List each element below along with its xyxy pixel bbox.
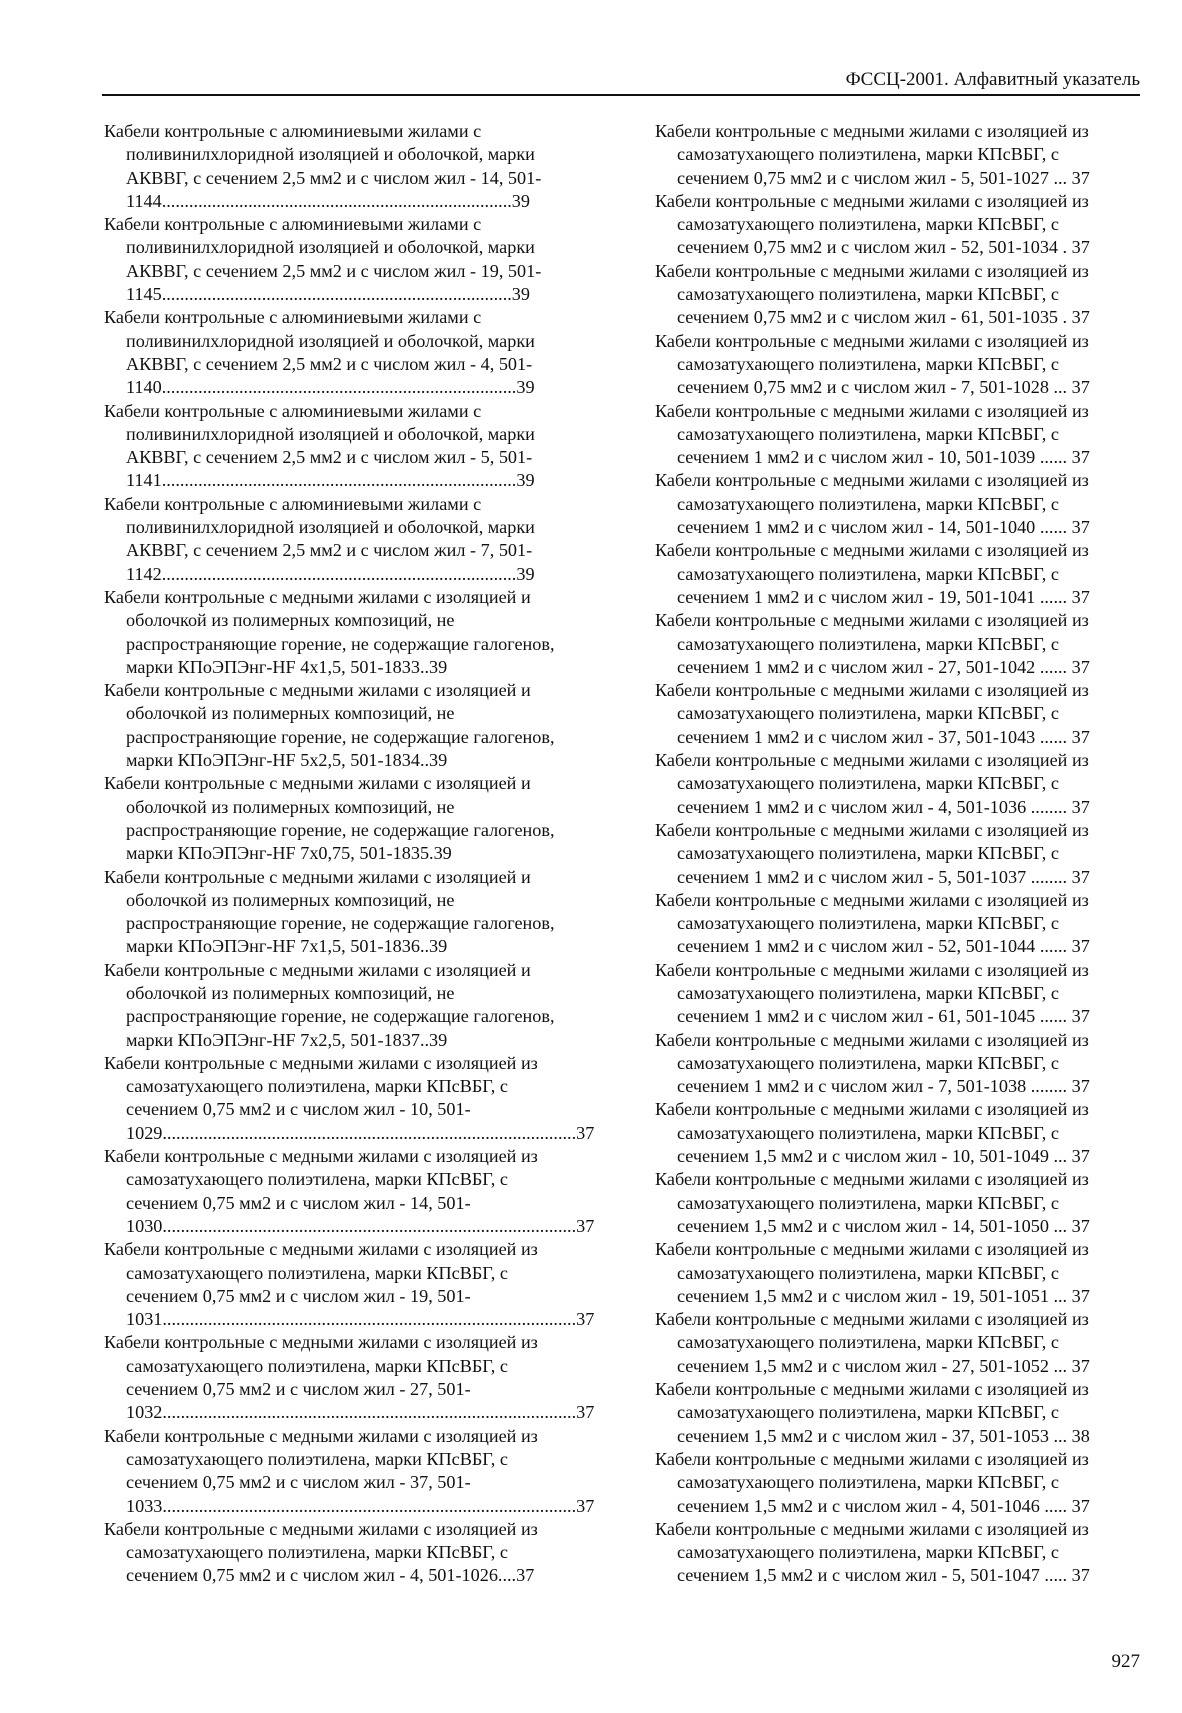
index-entry: Кабели контрольные с медными жилами с изоляцией из самозатухающего полиэтилена, марки КПсВБГ, с сечением 1,5 мм2 и с числом жил - 5, 501-1047 ..... 37 (655, 1518, 1090, 1586)
index-entry: Кабели контрольные с медными жилами с изоляцией из самозатухающего полиэтилена, марки КПсВБГ, с сечением 1 мм2 и с числом жил - 52, 501-1044 ...... 37 (655, 889, 1090, 957)
index-entry: Кабели контрольные с медными жилами с изоляцией из самозатухающего полиэтилена, марки КПсВБГ, с сечением 1,5 мм2 и с числом жил - 10, 501-1049 ... 37 (655, 1099, 1090, 1167)
index-entry: Кабели контрольные с медными жилами с изоляцией из самозатухающего полиэтилена, марки КПсВБГ, с сечением 0,75 мм2 и с числом жил - 7, 501-1028 ... 37 (655, 330, 1090, 398)
index-entry: Кабели контрольные с медными жилами с изоляцией из самозатухающего полиэтилена, марки КПсВБГ, с сечением 0,75 мм2 и с числом жил - 52, 501-1034 . 37 (655, 190, 1090, 258)
index-entry: Кабели контрольные с медными жилами с изоляцией из самозатухающего полиэтилена, марки КПсВБГ, с сечением 1,5 мм2 и с числом жил - 14, 501-1050 ... 37 (655, 1169, 1090, 1236)
index-entry: Кабели контрольные с медными жилами с изоляцией и оболочкой из полимерных композиций, не распространяющие горение, не содержащие галогенов, марки КПоЭПЭнг-HF 4x1,5, 501-1833..39 (104, 586, 555, 677)
index-entry: Кабели контрольные с медными жилами с изоляцией из самозатухающего полиэтилена, марки КПсВБГ, с сечением 1 мм2 и с числом жил - 61, 501-1045 ...... 37 (655, 959, 1090, 1027)
index-entry: Кабели контрольные с медными жилами с изоляцией из самозатухающего полиэтилена, марки КПсВБГ, с сечением 1 мм2 и с числом жил - 7, 501-1038 ........ 37 (655, 1029, 1090, 1097)
index-entry: Кабели контрольные с медными жилами с изоляцией из самозатухающего полиэтилена, марки КПсВБГ, с сечением 0,75 мм2 и с числом жил - 27, 501-1032...........................................................................................37 (104, 1332, 595, 1423)
index-entry: Кабели контрольные с медными жилами с изоляцией из самозатухающего полиэтилена, марки КПсВБГ, с сечением 0,75 мм2 и с числом жил - 4, 501-1026....37 (104, 1518, 538, 1586)
index-entry: Кабели контрольные с медными жилами с изоляцией из самозатухающего полиэтилена, марки КПсВБГ, с сечением 0,75 мм2 и с числом жил - 14, 501-1030...........................................................................................37 (104, 1146, 595, 1236)
index-entry: Кабели контрольные с медными жилами с изоляцией из самозатухающего полиэтилена, марки КПсВБГ, с сечением 1 мм2 и с числом жил - 4, 501-1036 ........ 37 (655, 750, 1090, 817)
index-entry: Кабели контрольные с алюминиевыми жилами с поливинилхлоридной изоляцией и оболочкой, марки АКВВГ, с сечением 2,5 мм2 и с числом жил - 4, 501-1140..............................................................................39 (104, 307, 535, 398)
index-entry: Кабели контрольные с медными жилами с изоляцией из самозатухающего полиэтилена, марки КПсВБГ, с сечением 1 мм2 и с числом жил - 27, 501-1042 ...... 37 (655, 610, 1090, 677)
page-header (102, 66, 1140, 96)
index-entry: Кабели контрольные с алюминиевыми жилами с поливинилхлоридной изоляцией и оболочкой, марки АКВВГ, с сечением 2,5 мм2 и с числом жил - 5, 501-1141..............................................................................39 (104, 400, 535, 491)
index-entry: Кабели контрольные с медными жилами с изоляцией из самозатухающего полиэтилена, марки КПсВБГ, с сечением 0,75 мм2 и с числом жил - 10, 501-1029...........................................................................................37 (104, 1052, 595, 1143)
index-entry: Кабели контрольные с алюминиевыми жилами с поливинилхлоридной изоляцией и оболочкой, марки АКВВГ, с сечением 2,5 мм2 и с числом жил - 7, 501-1142..............................................................................39 (104, 493, 535, 584)
index-entry: Кабели контрольные с медными жилами с изоляцией и оболочкой из полимерных композиций, не распространяющие горение, не содержащие галогенов, марки КПоЭПЭнг-HF 7x1,5, 501-1836..39 (104, 866, 555, 957)
index-entry: Кабели контрольные с медными жилами с изоляцией из самозатухающего полиэтилена, марки КПсВБГ, с сечением 0,75 мм2 и с числом жил - 5, 501-1027 ... 37 (655, 121, 1090, 188)
page-title: ФССЦ-2001. Алфавитный указатель (845, 69, 1140, 90)
index-entry: Кабели контрольные с медными жилами с изоляцией из самозатухающего полиэтилена, марки КПсВБГ, с сечением 0,75 мм2 и с числом жил - 19, 501-1031...........................................................................................37 (104, 1239, 595, 1330)
index-entry: Кабели контрольные с медными жилами с изоляцией из самозатухающего полиэтилена, марки КПсВБГ, с сечением 0,75 мм2 и с числом жил - 37, 501-1033...........................................................................................37 (104, 1425, 595, 1516)
index-entry: Кабели контрольные с медными жилами с изоляцией из самозатухающего полиэтилена, марки КПсВБГ, с сечением 0,75 мм2 и с числом жил - 61, 501-1035 . 37 (655, 260, 1090, 328)
index-column-right (655, 120, 1125, 1588)
index-entry: Кабели контрольные с медными жилами с изоляцией из самозатухающего полиэтилена, марки КПсВБГ, с сечением 1,5 мм2 и с числом жил - 37, 501-1053 ... 38 (655, 1379, 1090, 1446)
index-entry: Кабели контрольные с алюминиевыми жилами с поливинилхлоридной изоляцией и оболочкой, марки АКВВГ, с сечением 2,5 мм2 и с числом жил - 14, 501-1144.............................................................................39 (104, 121, 542, 211)
index-entry: Кабели контрольные с медными жилами с изоляцией и оболочкой из полимерных композиций, не распространяющие горение, не содержащие галогенов, марки КПоЭПЭнг-HF 7x2,5, 501-1837..39 (104, 959, 555, 1050)
page-number: 927 (1111, 1651, 1140, 1672)
index-entry: Кабели контрольные с медными жилами с изоляцией и оболочкой из полимерных композиций, не распространяющие горение, не содержащие галогенов, марки КПоЭПЭнг-HF 7x0,75, 501-1835.39 (104, 773, 555, 864)
index-entry: Кабели контрольные с медными жилами с изоляцией из самозатухающего полиэтилена, марки КПсВБГ, с сечением 1 мм2 и с числом жил - 19, 501-1041 ...... 37 (655, 540, 1090, 607)
index-entry: Кабели контрольные с медными жилами с изоляцией из самозатухающего полиэтилена, марки КПсВБГ, с сечением 1,5 мм2 и с числом жил - 4, 501-1046 ..... 37 (655, 1448, 1090, 1516)
index-entry: Кабели контрольные с медными жилами с изоляцией из самозатухающего полиэтилена, марки КПсВБГ, с сечением 1,5 мм2 и с числом жил - 19, 501-1051 ... 37 (655, 1239, 1090, 1306)
index-entry: Кабели контрольные с алюминиевыми жилами с поливинилхлоридной изоляцией и оболочкой, марки АКВВГ, с сечением 2,5 мм2 и с числом жил - 19, 501-1145.............................................................................39 (104, 214, 542, 305)
index-entry: Кабели контрольные с медными жилами с изоляцией из самозатухающего полиэтилена, марки КПсВБГ, с сечением 1 мм2 и с числом жил - 14, 501-1040 ...... 37 (655, 470, 1090, 538)
index-entry: Кабели контрольные с медными жилами с изоляцией из самозатухающего полиэтилена, марки КПсВБГ, с сечением 1,5 мм2 и с числом жил - 27, 501-1052 ... 37 (655, 1309, 1090, 1376)
index-entry: Кабели контрольные с медными жилами с изоляцией из самозатухающего полиэтилена, марки КПсВБГ, с сечением 1 мм2 и с числом жил - 10, 501-1039 ...... 37 (655, 400, 1090, 468)
index-entry: Кабели контрольные с медными жилами с изоляцией и оболочкой из полимерных композиций, не распространяющие горение, не содержащие галогенов, марки КПоЭПЭнг-HF 5x2,5, 501-1834..39 (104, 680, 555, 771)
index-column-left (104, 120, 595, 1588)
index-entry: Кабели контрольные с медными жилами с изоляцией из самозатухающего полиэтилена, марки КПсВБГ, с сечением 1 мм2 и с числом жил - 37, 501-1043 ...... 37 (655, 680, 1090, 747)
index-entry: Кабели контрольные с медными жилами с изоляцией из самозатухающего полиэтилена, марки КПсВБГ, с сечением 1 мм2 и с числом жил - 5, 501-1037 ........ 37 (655, 819, 1090, 887)
